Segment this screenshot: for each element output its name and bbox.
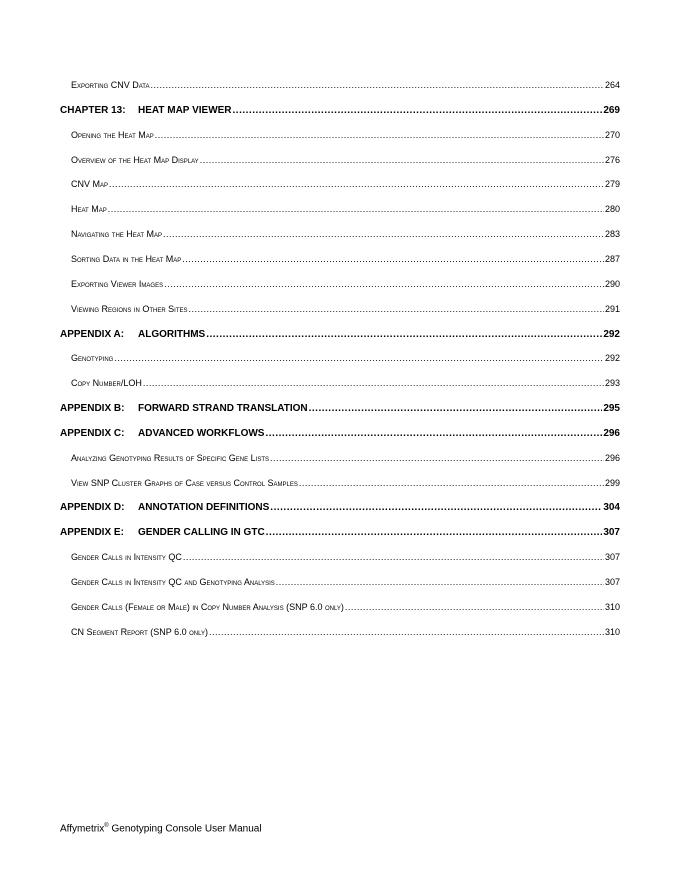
toc-section-entry[interactable] — [71, 552, 620, 562]
toc-page-number: 292 — [603, 328, 620, 340]
toc-entry-label — [60, 403, 308, 414]
toc-chapter-title: ADVANCED WORKFLOWS — [138, 427, 265, 439]
page-footer — [60, 823, 262, 834]
toc-page-number: 264 — [604, 80, 620, 90]
toc-entry-label: Genotyping — [71, 353, 114, 364]
toc-page-number: 290 — [604, 278, 620, 289]
toc-section-entry[interactable] — [71, 577, 620, 587]
registered-mark: ® — [104, 823, 109, 829]
toc-entry-label — [60, 502, 269, 513]
toc-page-number: 310 — [604, 626, 620, 637]
toc-chapter-entry[interactable] — [60, 428, 620, 439]
toc-dot-leader — [109, 179, 604, 189]
toc-chapter-entry[interactable] — [60, 329, 620, 340]
toc-page-number: 279 — [604, 179, 620, 190]
toc-dot-leader — [183, 552, 604, 562]
toc-dot-leader — [209, 627, 604, 637]
toc-dot-leader — [163, 229, 604, 239]
toc-section-entry[interactable] — [71, 229, 620, 239]
toc-dot-leader — [266, 527, 603, 538]
toc-dot-leader — [114, 353, 604, 363]
toc-dot-leader — [189, 304, 604, 314]
toc-page-number: 296 — [603, 427, 620, 439]
toc-dot-leader — [108, 204, 604, 214]
toc-entry-label — [60, 527, 265, 538]
toc-section-entry[interactable] — [71, 279, 620, 289]
toc-chapter-title: GENDER CALLING IN GTC — [138, 527, 265, 539]
toc-entry-label — [60, 428, 264, 439]
toc-chapter-title: ALGORITHMS — [138, 328, 206, 340]
toc-page-number: 299 — [604, 477, 620, 488]
toc-page-number: 295 — [603, 403, 620, 415]
toc-chapter-title: FORWARD STRAND TRANSLATION — [138, 403, 308, 415]
toc-section-entry[interactable] — [71, 179, 620, 189]
toc-entry-label — [60, 329, 205, 340]
toc-dot-leader — [155, 130, 604, 140]
toc-chapter-prefix: APPENDIX A: — [60, 328, 125, 340]
toc-dot-leader — [151, 80, 604, 90]
toc-section-entry[interactable] — [71, 453, 620, 463]
toc-entry-label: CNV Map — [71, 179, 109, 190]
toc-entry-label: Sorting Data in the Heat Map — [71, 253, 182, 264]
toc-page-number: 283 — [604, 229, 620, 240]
toc-entry-label — [60, 105, 232, 116]
toc-dot-leader — [265, 428, 602, 439]
toc-entry-label: Navigating the Heat Map — [71, 229, 163, 240]
toc-section-entry[interactable] — [71, 304, 620, 314]
toc-dot-leader — [143, 378, 604, 388]
toc-chapter-title: HEAT MAP VIEWER — [138, 104, 232, 116]
toc-chapter-prefix: APPENDIX C: — [60, 427, 125, 439]
toc-dot-leader — [206, 329, 602, 340]
toc-dot-leader — [233, 105, 603, 116]
toc-page-number: 307 — [603, 527, 620, 539]
footer-brand: Affymetrix — [60, 823, 105, 835]
toc-page-number: 291 — [604, 303, 620, 314]
toc-dot-leader — [276, 577, 604, 587]
toc-dot-leader — [200, 155, 604, 165]
toc-entry-label: Copy Number/LOH — [71, 378, 142, 389]
toc-entry-label: Analyzing Genotyping Results of Specific Gene Lists — [71, 452, 269, 463]
toc-chapter-entry[interactable] — [60, 403, 620, 414]
toc-entry-label: Gender Calls in Intensity QC — [71, 552, 182, 563]
toc-dot-leader — [309, 403, 603, 414]
toc-entry-label: CN Segment Report (SNP 6.0 only) — [71, 626, 208, 637]
toc-entry-label: Viewing Regions in Other Sites — [71, 303, 188, 314]
toc-section-entry[interactable] — [71, 155, 620, 165]
toc-section-entry[interactable] — [71, 353, 620, 363]
toc-page-number: 307 — [604, 577, 620, 587]
toc-page-number: 269 — [603, 104, 620, 116]
toc-chapter-entry[interactable] — [60, 502, 620, 513]
toc-page-number: 270 — [604, 129, 620, 140]
toc-entry-label: Opening the Heat Map — [71, 129, 154, 140]
toc-dot-leader — [270, 502, 602, 513]
toc-section-entry[interactable] — [71, 602, 620, 612]
toc-dot-leader — [164, 279, 604, 289]
toc-section-entry[interactable] — [71, 254, 620, 264]
toc-dot-leader — [299, 478, 604, 488]
toc-chapter-prefix: CHAPTER 13: — [60, 104, 126, 116]
toc-entry-label: Exporting CNV Data — [71, 80, 150, 90]
toc-chapter-entry[interactable] — [60, 527, 620, 538]
toc-dot-leader — [270, 453, 604, 463]
toc-chapter-prefix: APPENDIX B: — [60, 403, 125, 415]
toc-page-number: 280 — [604, 204, 620, 215]
toc-entry-label: Gender Calls in Intensity QC and Genotyping Analysis — [71, 577, 275, 587]
toc-page-number: 293 — [604, 378, 620, 389]
toc-chapter-prefix: APPENDIX D: — [60, 502, 125, 514]
toc-section-entry[interactable] — [71, 478, 620, 488]
toc-section-entry[interactable] — [71, 130, 620, 140]
toc-chapter-entry[interactable] — [60, 105, 620, 116]
toc-entry-label: Heat Map — [71, 204, 107, 215]
toc-section-entry[interactable] — [71, 627, 620, 637]
toc-page-number: 276 — [604, 154, 620, 165]
toc-page-number: 307 — [604, 552, 620, 563]
toc-chapter-prefix: APPENDIX E: — [60, 527, 124, 539]
toc-page-number: 292 — [604, 353, 620, 364]
toc-chapter-title: ANNOTATION DEFINITIONS — [138, 502, 270, 514]
toc-section-entry[interactable] — [71, 80, 620, 90]
toc-section-entry[interactable] — [71, 204, 620, 214]
toc-dot-leader — [345, 602, 604, 612]
toc-entry-label: Exporting Viewer Images — [71, 278, 164, 289]
toc-dot-leader — [182, 254, 604, 264]
toc-entry-label: View SNP Cluster Graphs of Case versus Control Samples — [71, 477, 298, 488]
toc-page-number: 296 — [604, 452, 620, 463]
toc-page-number: 304 — [603, 502, 620, 514]
toc-entry-label: Gender Calls (Female or Male) in Copy Number Analysis (SNP 6.0 only) — [71, 601, 344, 612]
toc-entry-label: Overview of the Heat Map Display — [71, 154, 199, 165]
toc-page-number: 287 — [604, 253, 620, 264]
toc-section-entry[interactable] — [71, 378, 620, 388]
footer-title: Genotyping Console User Manual — [108, 823, 262, 835]
toc-page-number: 310 — [604, 601, 620, 612]
